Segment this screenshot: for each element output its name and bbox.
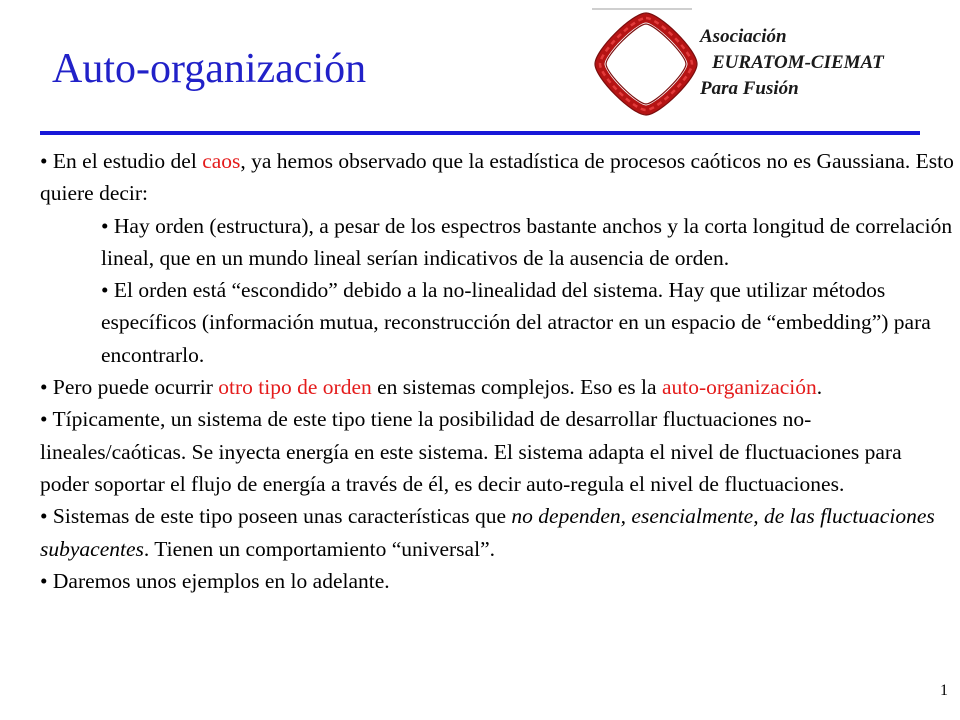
bullet-tipicamente: • Típicamente, un sistema de este tipo tiene la posibilidad de desarrollar fluctuaciones no-lineales/caóticas. Se inyecta energía en este sistema. El sistema adapta el nivel de fluctuaciones para poder soportar el flujo de energía a través de él, es decir auto-regula el nivel de fluctuaciones.	[40, 407, 902, 496]
bullet-sistemas-text-2: . Tienen un comportamiento “universal”.	[143, 536, 495, 561]
highlight-otro-tipo: otro tipo de orden	[218, 375, 372, 400]
bullet-otro-text-2: en sistemas complejos. Eso es la	[371, 375, 662, 400]
italic-no-dependen: no dependen, esencialmente, de las fluctuaciones subyacentes	[40, 504, 935, 561]
bullet-otro-text-3: .	[816, 375, 823, 400]
bullet-sistemas	[40, 500, 955, 565]
association-logo-icon	[592, 10, 700, 118]
title-underline	[40, 131, 920, 135]
bullet-ejemplos: • Daremos unos ejemplos en lo adelante.	[40, 568, 390, 593]
bullet-caos-text-2: , ya hemos observado que la estadística de procesos caóticos no es Gaussiana. Esto quiere decir:	[40, 149, 954, 206]
sub-bullet-orden-escondido: • El orden está “escondido” debido a la no-linealidad del sistema. Hay que utilizar métodos específicos (información mutua, reconstrucción del atractor en un espacio de “embedding”) para encontrarlo.	[101, 278, 931, 367]
bullet-caos	[40, 145, 955, 210]
organization-name	[700, 24, 884, 102]
slide-body	[40, 145, 955, 597]
org-line-2: EURATOM-CIEMAT	[712, 52, 884, 73]
org-line-1: Asociación	[700, 26, 787, 47]
highlight-auto-organizacion: auto-organización	[661, 375, 817, 400]
page-number: 1	[940, 682, 948, 699]
highlight-caos: caos	[202, 149, 241, 173]
org-line-3: Para Fusión	[700, 78, 799, 99]
sub-bullet-orden-estructura: • Hay orden (estructura), a pesar de los espectros bastante anchos y la corta longitud de correlación lineal, que en un mundo lineal serían indicativos de la ausencia de orden.	[101, 213, 953, 270]
bullet-otro-text-1: • Pero puede ocurrir	[40, 375, 219, 400]
bullet-caos-text-1: • En el estudio del	[40, 149, 203, 173]
bullet-sistemas-text-1: • Sistemas de este tipo poseen unas características que	[40, 504, 512, 529]
bullet-otro-tipo	[40, 371, 955, 403]
slide-title: Auto-organización	[52, 46, 367, 92]
